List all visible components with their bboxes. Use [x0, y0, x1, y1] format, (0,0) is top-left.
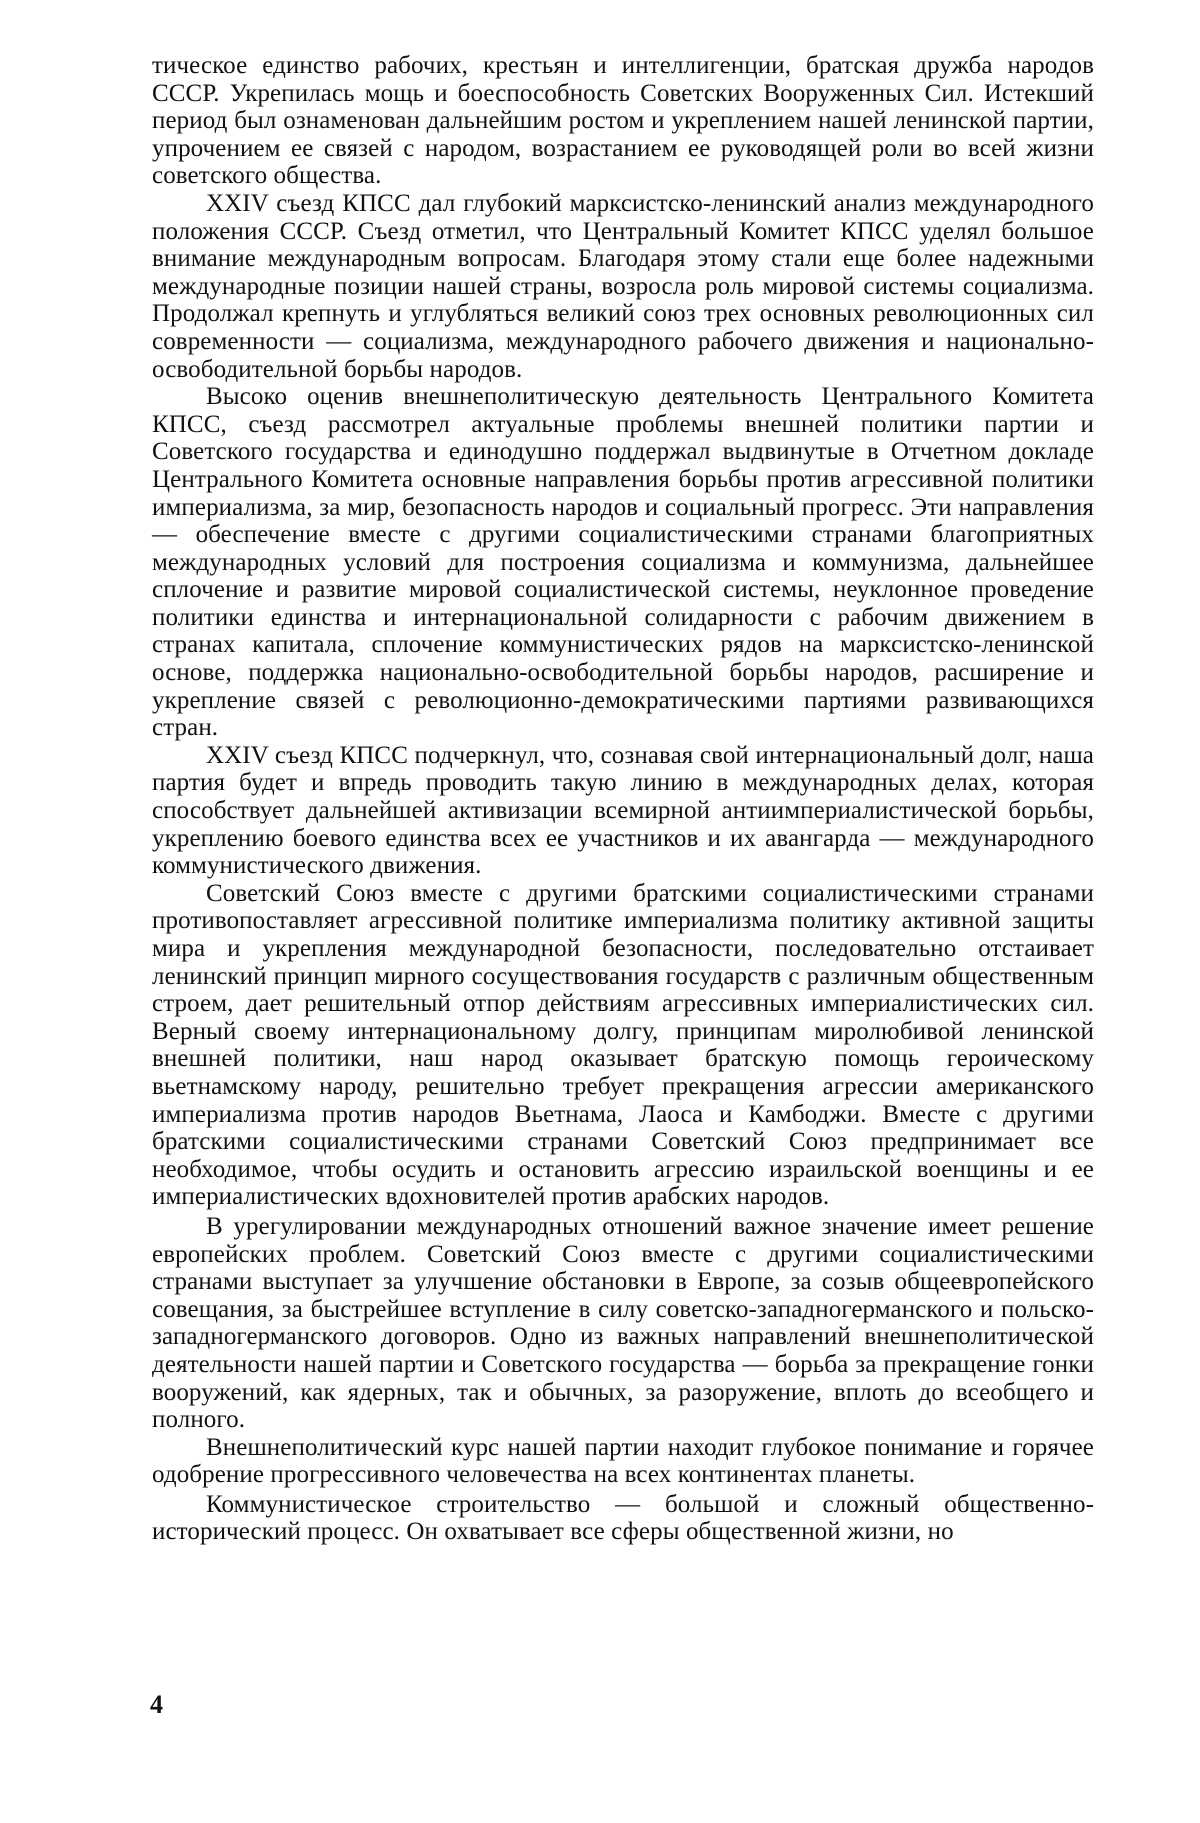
paragraph-6: В урегулировании международных отношений важное значение имеет решение европейских проблем. Советский Союз вместе с другими социалистическими странами выступает за улучшение обстановки в Европе, за созыв общеевропейского совещания, за быстрейшее вступление в силу советско-западногерманского и польско-западногерманского договоров. Одно из важных направлений внешнеполитической деятельности нашей партии и Советского государства — борьба за прекращение гонки вооружений, как ядерных, так и обычных, за разоружение, вплоть до всеобщего и полного. — [152, 1212, 1094, 1434]
paragraph-2: XXIV съезд КПСС дал глубокий марксистско-ленинский анализ международного положения СССР. Съезд отметил, что Центральный Комитет КПСС уделял большое внимание международным вопросам. Благодаря этому стали еще более надежными международные позиции нашей страны, возросла роль мировой системы социализма. Продолжал крепнуть и углубляться великий союз трех основных революционных сил современности — социализма, международного рабочего движения и национально-освободительной борьбы народов. — [152, 189, 1094, 383]
paragraph-8: Коммунистическое строительство — большой и сложный общественно-исторический процесс. Он охватывает все сферы общественной жизни, но — [152, 1490, 1094, 1546]
page-number: 4 — [150, 1690, 163, 1719]
paragraph-1: тическое единство рабочих, крестьян и интеллигенции, братская дружба народов СССР. Укрепилась мощь и боеспособность Советских Вооруженных Сил. Истекший период был ознаменован дальнейшим ростом и укреплением нашей ленинской партии, упрочением ее связей с народом, возрастанием ее руководящей роли во всей жизни советского общества. — [152, 52, 1094, 190]
paragraph-7: Внешнеполитический курс нашей партии находит глубокое понимание и горячее одобрение прогрессивного человечества на всех континентах планеты. — [152, 1433, 1094, 1489]
paragraph-4: XXIV съезд КПСС подчеркнул, что, сознавая свой интернациональный долг, наша партия будет и впредь проводить такую линию в международных делах, которая способствует дальнейшей активизации всемирной антиимпериалистической борьбы, укреплению боевого единства всех ее участников и их авангарда — международного коммунистического движения. — [152, 741, 1094, 880]
paragraph-5: Советский Союз вместе с другими братскими социалистическими странами противопоставляет агрессивной политике империализма политику активной защиты мира и укрепления международной безопасности, последовательно отстаивает ленинский принцип мирного сосуществования государств с различным общественным строем, дает решительный отпор действиям агрессивных империалистических сил. Верный своему интернациональному долгу, принципам миролюбивой ленинской внешней политики, наш народ оказывает братскую помощь героическому вьетнамскому народу, решительно требует прекращения агрессии американского империализма против народов Вьетнама, Лаоса и Камбоджи. Вместе с другими братскими социалистическими странами Советский Союз предпринимает все необходимое, чтобы осудить и остановить агрессию израильской военщины и ее империалистических вдохновителей против арабских народов. — [152, 879, 1094, 1211]
paragraph-3: Высоко оценив внешнеполитическую деятельность Центрального Комитета КПСС, съезд рассмотрел актуальные проблемы внешней политики партии и Советского государства и единодушно поддержал выдвинутые в Отчетном докладе Центрального Комитета основные направления борьбы против агрессивной политики империализма, за мир, безопасность народов и социальный прогресс. Эти направления — обеспечение вместе с другими социалистическими странами благоприятных международных условий для построения социализма и коммунизма, дальнейшее сплочение и развитие мировой социалистической системы, неуклонное проведение политики единства и интернациональной солидарности с рабочим движением в странах капитала, сплочение коммунистических рядов на марксистско-ленинской основе, поддержка национально-освободительной борьбы народов, расширение и укрепление связей с революционно-демократическими партиями развивающихся стран. — [152, 383, 1094, 742]
page-text — [152, 52, 1094, 1546]
